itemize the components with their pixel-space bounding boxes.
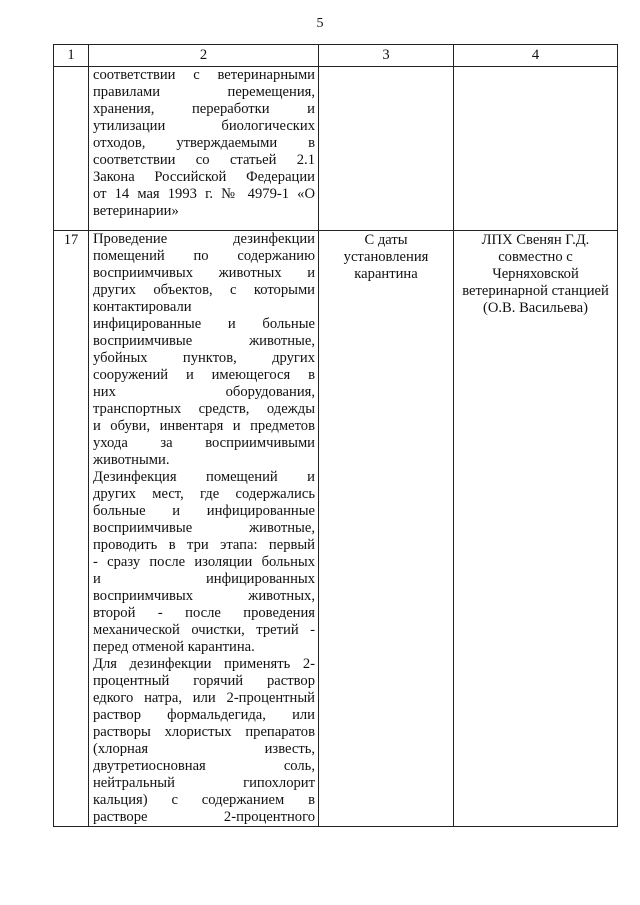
- text-line: утилизации биологических: [93, 118, 315, 134]
- deadline-line: С даты: [364, 232, 408, 248]
- responsible-line: ветеринарной станцией: [462, 283, 609, 299]
- text-line: кальция) с содержанием в: [93, 792, 315, 808]
- text-line: инфицированные и больные: [93, 316, 315, 332]
- text-line: Для дезинфекции применять 2-: [93, 656, 315, 672]
- text-line: восприимчивые животные,: [93, 520, 315, 536]
- text-line: нейтральный гипохлорит: [93, 775, 315, 791]
- text-line: восприимчивых животных и: [93, 265, 315, 281]
- table-header-row: [54, 45, 618, 67]
- text-line: отходов, утверждаемыми в: [93, 135, 315, 151]
- deadline-line: установления: [343, 249, 429, 265]
- text-line: второй - после проведения: [93, 605, 315, 621]
- page-number: 5: [316, 16, 324, 31]
- text-line: растворе 2-процентного: [93, 809, 315, 825]
- responsible-empty: [454, 67, 618, 231]
- measure-text-continued: [89, 67, 319, 231]
- text-line: едкого натра, или 2-процентный: [93, 690, 315, 706]
- text-line: ветеринарии»: [93, 203, 179, 219]
- text-line: других мест, где содержались: [93, 486, 315, 502]
- text-line: и инфицированных: [93, 571, 315, 587]
- text-line: восприимчивые животные,: [93, 333, 315, 349]
- text-line: транспортных средств, одежды: [93, 401, 315, 417]
- header-col-1: 1: [54, 45, 89, 67]
- table-row-continued: [54, 67, 618, 231]
- text-line: проводить в три этапа: первый: [93, 537, 315, 553]
- table-row-17: [54, 231, 618, 827]
- text-line: хранения, переработки и: [93, 101, 315, 117]
- text-line: животными.: [93, 452, 170, 468]
- text-line: Дезинфекция помещений и: [93, 469, 315, 485]
- document-table: [53, 44, 618, 827]
- responsible-cell: [454, 231, 618, 827]
- header-col-4: 4: [454, 45, 618, 67]
- text-line: растворы хлористых препаратов: [93, 724, 315, 740]
- text-line: убойных пунктов, других: [93, 350, 315, 366]
- responsible-line: совместно с: [498, 249, 573, 265]
- text-line: Закона Российской Федерации: [93, 169, 315, 185]
- text-line: Проведение дезинфекции: [93, 231, 315, 247]
- text-line: соответствии с ветеринарными: [93, 67, 315, 83]
- text-line: от 14 мая 1993 г. № 4979-1 «О: [93, 186, 315, 202]
- text-line: сооружений и имеющегося в: [93, 367, 315, 383]
- text-line: восприимчивых животных,: [93, 588, 315, 604]
- text-line: двутретиосновная соль,: [93, 758, 315, 774]
- text-line: правилами перемещения,: [93, 84, 315, 100]
- responsible-line: (О.В. Васильева): [482, 300, 589, 316]
- responsible-line: Черняховской: [492, 266, 579, 282]
- text-line: механической очистки, третий -: [93, 622, 315, 638]
- row-number-empty: [54, 67, 89, 231]
- row-number: 17: [54, 231, 89, 827]
- deadline-empty: [319, 67, 454, 231]
- text-line: перед отменой карантина.: [93, 639, 255, 655]
- text-line: них оборудования,: [93, 384, 315, 400]
- text-line: - сразу после изоляции больных: [93, 554, 315, 570]
- responsible-line: ЛПХ Свенян Г.Д.: [481, 232, 590, 248]
- text-line: других объектов, с которыми: [93, 282, 315, 298]
- deadline-cell: [319, 231, 454, 827]
- header-col-2: 2: [89, 45, 319, 67]
- text-line: контактировали: [93, 299, 192, 315]
- text-line: и обуви, инвентаря и предметов: [93, 418, 315, 434]
- text-line: ухода за восприимчивыми: [93, 435, 315, 451]
- text-line: (хлорная известь,: [93, 741, 315, 757]
- text-line: больные и инфицированные: [93, 503, 315, 519]
- text-line: процентный горячий раствор: [93, 673, 315, 689]
- header-col-3: 3: [319, 45, 454, 67]
- text-line: соответствии со статьей 2.1: [93, 152, 315, 168]
- measure-text: [89, 231, 319, 827]
- deadline-line: карантина: [354, 266, 418, 282]
- text-line: помещений по содержанию: [93, 248, 315, 264]
- text-line: раствор формальдегида, или: [93, 707, 315, 723]
